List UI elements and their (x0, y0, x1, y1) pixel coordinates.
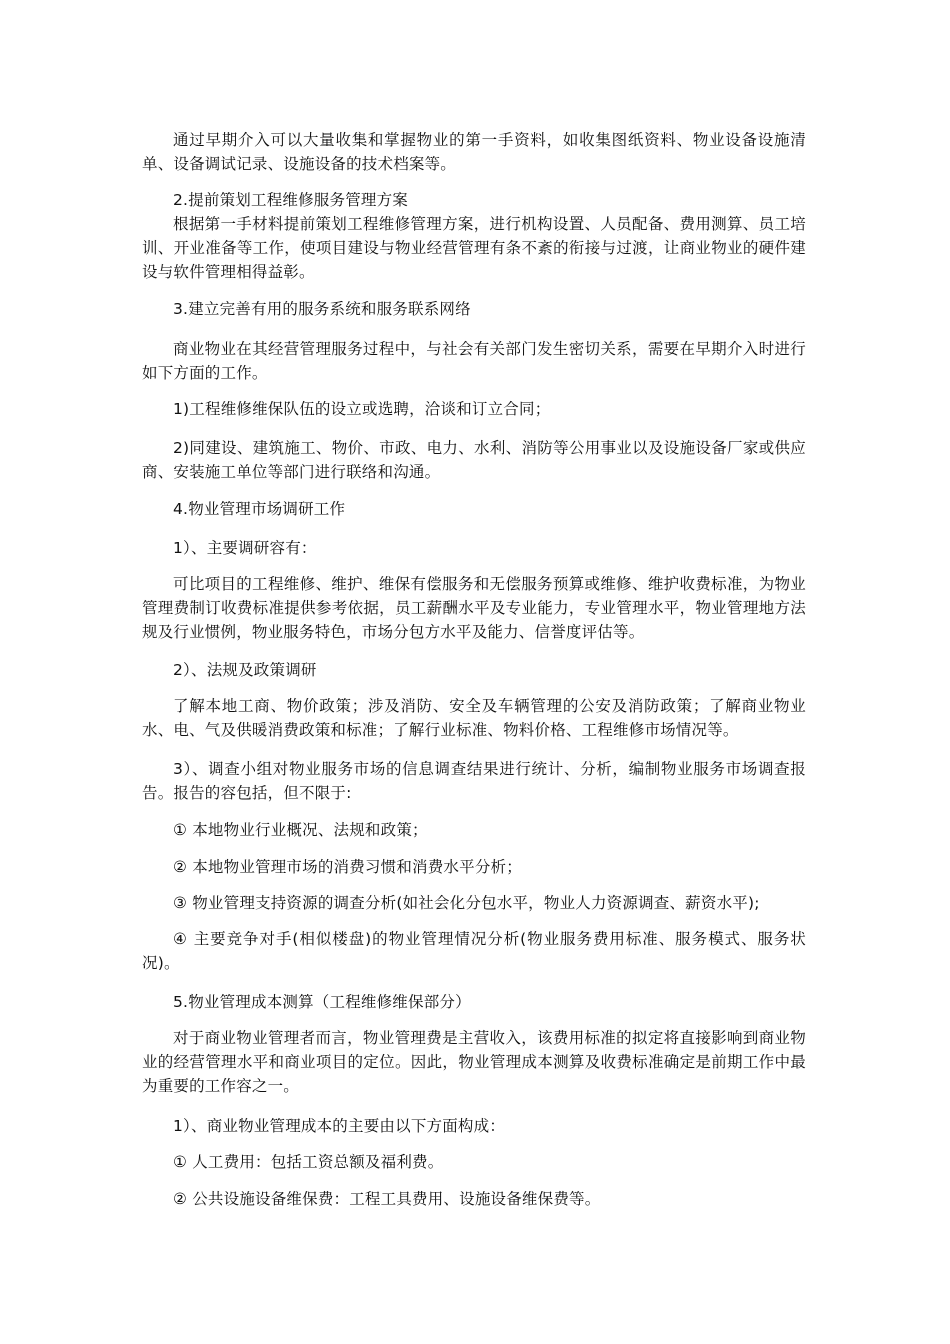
heading-2-maintenance-plan: 2.提前策划工程维修服务管理方案 (173, 191, 408, 209)
subheading-regulations: 2）、法规及政策调研 (173, 661, 317, 679)
paragraph-research-content: 可比项目的工程维修、维护、维保有偿服务和无偿服务预算或维修、维护收费标准，为物业管理费制订收费标准提供参考依据，员工薪酬水平及专业能力，专业管理水平，物业管理地方法规及行业惯例，物业服务特色，市场分包方水平及能力、信誉度评估等。 (142, 575, 806, 641)
report-item-1: ① 本地物业行业概况、法规和政策； (173, 821, 428, 839)
subheading-cost-composition: 1）、商业物业管理成本的主要由以下方面构成： (173, 1117, 506, 1135)
heading-5-cost-estimate: 5.物业管理成本测算（工程维修维保部分） (173, 993, 471, 1011)
subheading-survey-report: 3）、调查小组对物业服务市场的信息调查结果进行统计、分析，编制物业服务市场调查报告。报告的容包括，但不限于: (142, 760, 806, 802)
heading-3-service-network: 3.建立完善有用的服务系统和服务联系网络 (173, 300, 471, 318)
subheading-research-content: 1）、主要调研容有： (173, 539, 317, 557)
heading-4-market-research: 4.物业管理市场调研工作 (173, 500, 346, 518)
report-item-3: ③ 物业管理支持资源的调查分析(如社会化分包水平，物业人力资源调查、薪资水平); (173, 894, 760, 912)
cost-item-2-facility-maintenance: ② 公共设施设备维保费：工程工具费用、设施设备维保费等。 (173, 1190, 601, 1208)
list-item-2-liaison: 2)同建设、建筑施工、物价、市政、电力、水利、消防等公用事业以及设施设备厂家或供应商、安装施工单位等部门进行联络和沟通。 (142, 439, 806, 481)
cost-item-1-labor: ① 人工费用：包括工资总额及福利费。 (173, 1153, 444, 1171)
paragraph-regulations: 了解本地工商、物价政策；涉及消防、安全及车辆管理的公安及消防政策；了解商业物业水、电、气及供暖消费政策和标准；了解行业标准、物料价格、工程维修市场情况等。 (142, 697, 806, 739)
report-item-2: ② 本地物业管理市场的消费习惯和消费水平分析； (173, 858, 522, 876)
report-item-4: ④ 主要竞争对手(相似楼盘)的物业管理情况分析(物业服务费用标准、服务模式、服务状况)。 (142, 930, 806, 972)
list-item-1-team: 1)工程维修维保队伍的设立或选聘，洽谈和订立合同； (173, 400, 551, 418)
paragraph-early-intervention-data: 通过早期介入可以大量收集和掌握物业的第一手资料，如收集图纸资料、物业设备设施清单、设备调试记录、设施设备的技术档案等。 (142, 131, 806, 173)
paragraph-cost-estimate: 对于商业物业管理者而言，物业管理费是主营收入，该费用标准的拟定将直接影响到商业物业的经营管理水平和商业项目的定位。因此，物业管理成本测算及收费标准确定是前期工作中最为重要的工作容之一。 (142, 1029, 806, 1095)
paragraph-maintenance-plan: 根据第一手材料提前策划工程维修管理方案，进行机构设置、人员配备、费用测算、员工培训、开业准备等工作，使项目建设与物业经营管理有条不紊的衔接与过渡，让商业物业的硬件建设与软件管理相得益彰。 (142, 215, 806, 281)
paragraph-service-network: 商业物业在其经营管理服务过程中，与社会有关部门发生密切关系，需要在早期介入时进行如下方面的工作。 (142, 340, 806, 382)
